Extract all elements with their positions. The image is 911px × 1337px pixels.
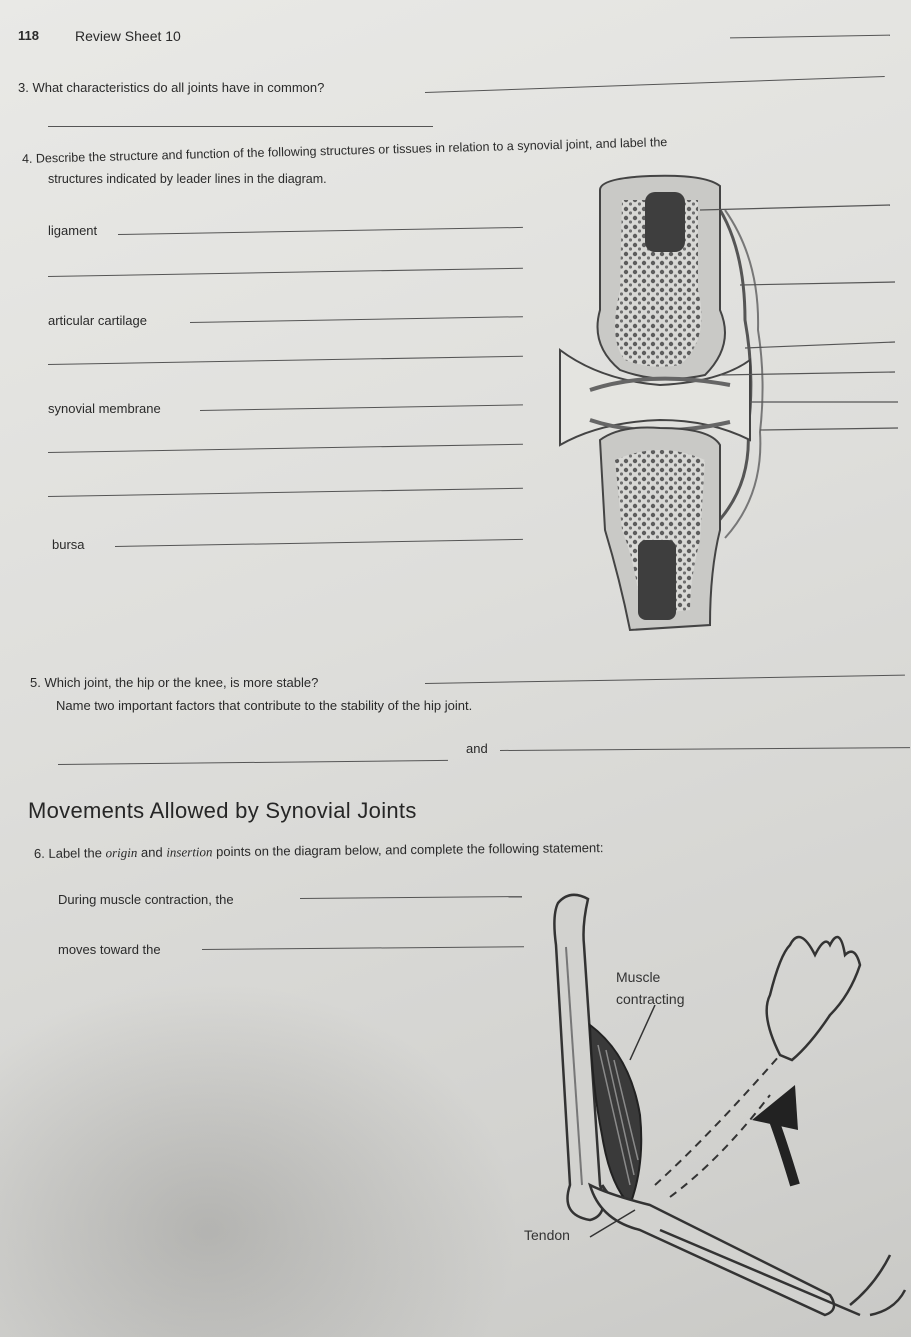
answer-line[interactable] — [425, 675, 905, 684]
statement-1: During muscle contraction, the — [58, 892, 234, 907]
answer-line[interactable] — [202, 946, 524, 950]
q6-origin: origin — [105, 844, 138, 861]
item-synovial-membrane: synovial membrane — [48, 401, 161, 416]
and-text: and — [466, 741, 488, 756]
photo-shadow — [0, 980, 520, 1337]
tendon-label: Tendon — [524, 1227, 570, 1243]
q6-before: 6. Label the — [33, 845, 106, 861]
item-bursa: bursa — [52, 537, 85, 552]
question-6 — [34, 840, 604, 862]
answer-line[interactable] — [58, 760, 448, 765]
answer-line[interactable] — [115, 539, 523, 547]
answer-line[interactable] — [200, 404, 523, 411]
answer-line[interactable] — [48, 268, 523, 277]
answer-line[interactable] — [730, 35, 890, 39]
question-5: 5. Which joint, the hip or the knee, is more stable? — [30, 675, 319, 690]
sheet-title: Review Sheet 10 — [75, 28, 181, 44]
q6-after: points on the diagram below, and complete the following statement: — [212, 840, 604, 860]
q6-middle: and — [137, 844, 167, 860]
item-ligament: ligament — [48, 223, 98, 238]
section-heading: Movements Allowed by Synovial Joints — [28, 798, 417, 823]
page-number: 118 — [18, 28, 39, 43]
answer-line[interactable] — [48, 488, 523, 497]
muscle-label-2: contracting — [616, 991, 685, 1007]
answer-line[interactable] — [425, 76, 885, 93]
muscle-label-1: Muscle — [616, 969, 661, 985]
question-3: 3. What characteristics do all joints have in common? — [18, 80, 325, 95]
question-4-line2: structures indicated by leader lines in the diagram. — [48, 172, 327, 186]
item-articular-cartilage: articular cartilage — [48, 313, 147, 328]
answer-line[interactable] — [48, 444, 523, 453]
answer-line[interactable] — [190, 316, 523, 323]
answer-line[interactable] — [48, 356, 523, 365]
arm-muscle-diagram — [524, 885, 910, 1325]
answer-line[interactable] — [500, 747, 910, 751]
q6-insertion: insertion — [166, 844, 213, 860]
question-4-line1: 4. Describe the structure and function of the following structures or tissues in relation to a synovial joint, and label the — [21, 135, 668, 166]
statement-2: moves toward the — [58, 942, 161, 957]
answer-line[interactable] — [300, 896, 522, 899]
question-5-sub: Name two important factors that contribute to the stability of the hip joint. — [56, 698, 473, 713]
synovial-joint-diagram — [560, 170, 900, 640]
answer-line[interactable] — [118, 227, 523, 235]
answer-line[interactable] — [48, 126, 433, 127]
